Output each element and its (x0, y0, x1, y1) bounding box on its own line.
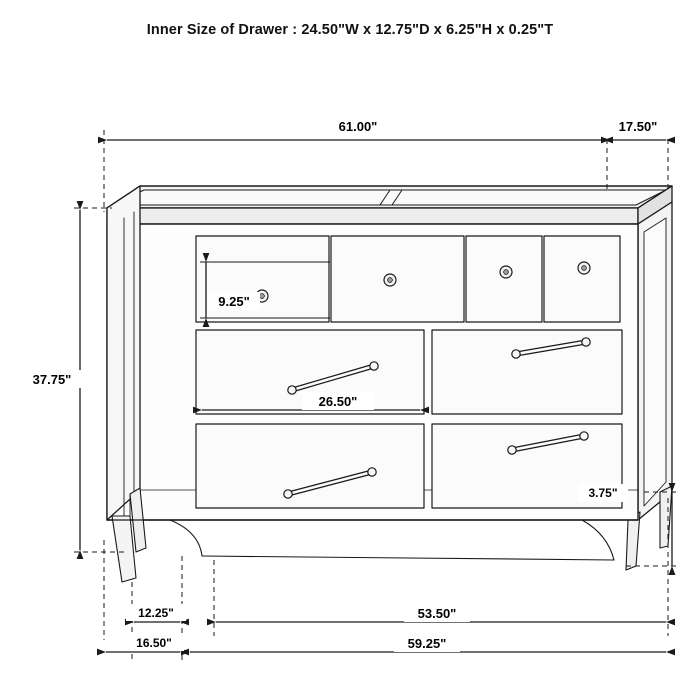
dim-drawer-height: 9.25" (218, 294, 250, 309)
dim-base-width: 53.50" (417, 606, 457, 621)
dim-drawer-width: 26.50" (318, 394, 358, 409)
dresser-body (107, 186, 672, 582)
dim-overall-width: 59.25" (407, 636, 447, 651)
dim-top-depth: 17.50" (618, 119, 658, 134)
dim-total-height: 37.75" (32, 372, 72, 387)
dim-foot-depth: 12.25" (138, 606, 174, 620)
page-title: Inner Size of Drawer : 24.50"W x 12.75"D x 6.25"H x 0.25"T (146, 22, 554, 38)
dim-base-depth: 16.50" (136, 636, 172, 650)
dim-leg-height: 3.75" (588, 486, 618, 500)
dim-top-width: 61.00" (338, 119, 378, 134)
